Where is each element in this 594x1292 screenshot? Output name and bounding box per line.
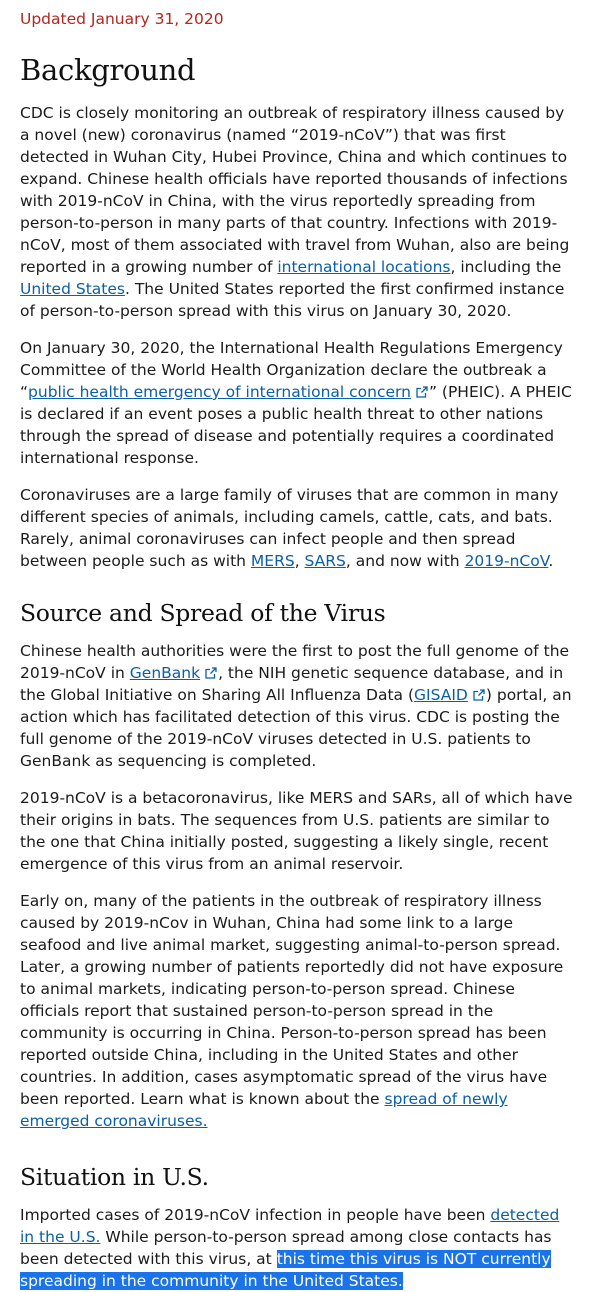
background-paragraph-2 [20,337,574,469]
pheic-link-label: public health emergency of international concern [28,383,411,401]
text: , [294,552,305,570]
source-paragraph-1 [20,640,574,772]
text: , including the [450,258,562,276]
source-paragraph-3 [20,890,574,1132]
external-link-icon [473,689,485,701]
text: . [548,552,554,570]
text: CDC is closely monitoring an outbreak of respiratory illness caused by a novel (new) coronavirus (named “2019-nCoV”) that was first detected in Wuhan City, Hubei Province, China and which continues to expand. Chinese health officials have reported thousands of infections with 2019-nCoV in China, with the virus reportedly spreading from person-to-person in many parts of that country. Infections with 2019-nCoV, most of them associated with travel from Wuhan, also are being reported in a growing number of [20,104,570,276]
heading-source-and-spread: Source and Spread of the Virus [20,599,386,627]
situation-paragraph-1 [20,1204,574,1292]
text: On January 30, 2020, the International Health Regulations Emergency Committee of the World Health Organization declare the outbreak a “ [20,339,563,401]
gisaid-link-label: GISAID [414,686,468,704]
background-paragraph-1 [20,102,574,322]
text: Chinese health authorities were the first to post the full genome of the 2019-nCoV in [20,642,570,682]
detected-in-us-link[interactable]: detected in the U.S. [20,1206,560,1246]
sars-link[interactable]: SARS [304,552,346,570]
pheic-link[interactable] [28,383,429,401]
text: Coronaviruses are a large family of viruses that are common in many different species of animals, including camels, cattle, cats, and bats. Rarely, animal coronaviruses can infect people and then spread between people such as with [20,486,559,570]
international-locations-link[interactable]: international locations [277,258,451,276]
updated-date: Updated January 31, 2020 [20,10,224,28]
heading-background: Background [20,53,196,87]
heading-situation-us: Situation in U.S. [20,1163,209,1191]
genbank-link-label: GenBank [129,664,201,682]
text: , the NIH genetic sequence database, and in the Global Initiative on Sharing All Influenza Data ( [20,664,564,704]
external-link-icon [205,667,217,679]
genbank-link[interactable] [130,664,218,682]
text: ” (PHEIC). A PHEIC is declared if an event poses a public health threat to other nations through the spread of disease and potentially requires a coordinated international response. [20,383,572,467]
text: Imported cases of 2019-nCoV infection in people have been [20,1206,491,1224]
text: , and now with [345,552,465,570]
mers-link[interactable]: MERS [250,552,295,570]
text: Early on, many of the patients in the outbreak of respiratory illness caused by 2019-nCov in Wuhan, China had some link to a large seafood and live animal market, suggesting animal-to-person spread. Later, a growing number of patients reportedly did not have exposure to animal markets, indicating person-to-person spread. Chinese officials report that sustained person-to-person spread in the community is occurring in China. Person-to-person spread has been reported outside China, including in the United States and other countries. In addition, cases asymptomatic spread of the virus have been reported. Learn what is known about the [20,892,564,1108]
2019-ncov-link[interactable]: 2019-nCoV [464,552,549,570]
text: ) portal, an action which has facilitated detection of this virus. CDC is posting the full genome of the 2019-nCoV viruses detected in U.S. patients to GenBank as sequencing is completed. [20,686,572,770]
selected-text-highlight: this time this virus is NOT currently spreading in the community in the United States. [20,1250,551,1290]
background-paragraph-3 [20,484,574,572]
text: While person-to-person spread among close contacts has been detected with this virus, at [20,1228,552,1268]
text: . The United States reported the first confirmed instance of person-to-person spread with this virus on January 30, 2020. [20,280,565,320]
gisaid-link[interactable] [414,686,486,704]
text: 2019-nCoV is a betacoronavirus, like MERS and SARs, all of which have their origins in bats. The sequences from U.S. patients are similar to the one that China initially posted, suggesting a likely single, recent emergence of this virus from an animal reservoir. [20,789,573,873]
source-paragraph-2 [20,787,574,875]
external-link-icon [416,386,428,398]
spread-of-coronaviruses-link[interactable]: spread of newly emerged coronaviruses. [20,1090,508,1130]
united-states-link[interactable]: United States [20,280,125,298]
